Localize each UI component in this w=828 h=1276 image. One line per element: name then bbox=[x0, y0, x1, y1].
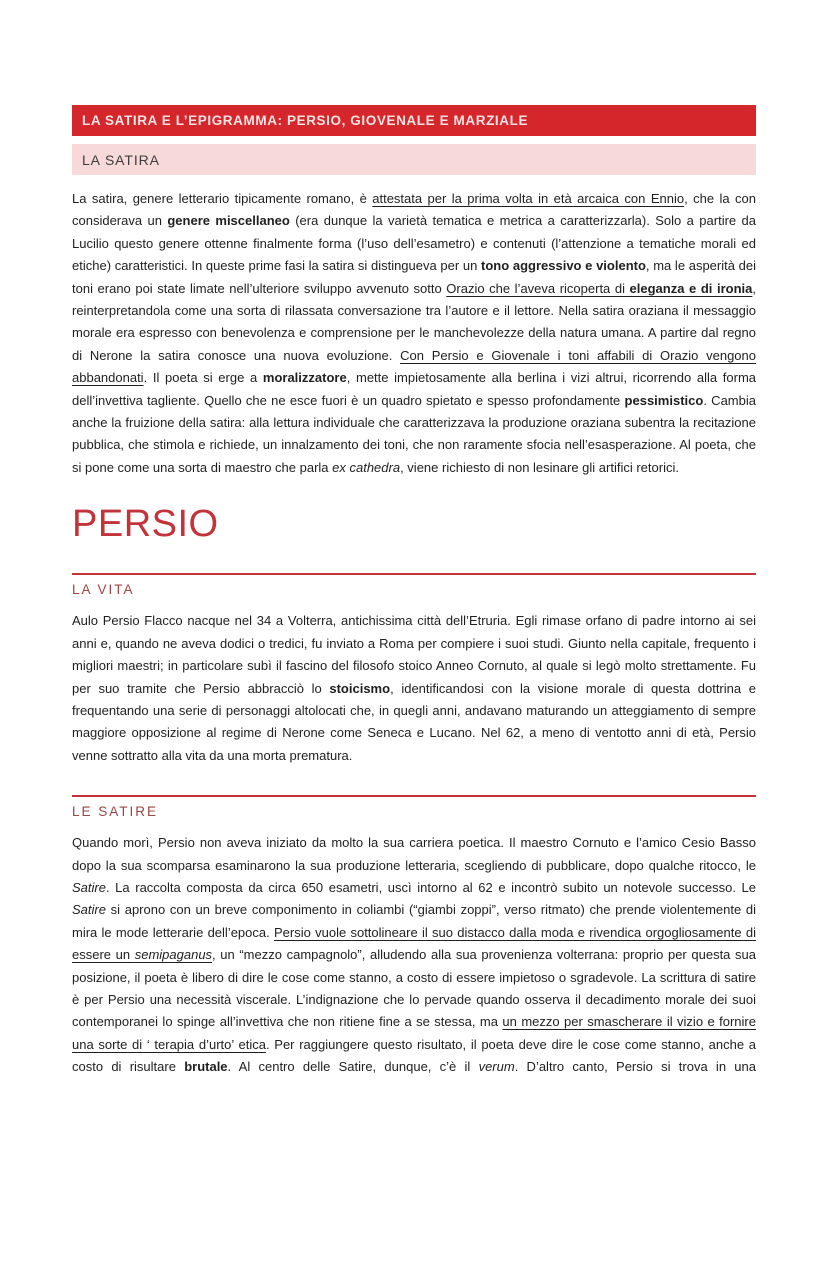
text-segment: tono aggressivo e violento bbox=[481, 258, 646, 274]
le-satire-paragraph bbox=[72, 832, 756, 1078]
section-le-satire bbox=[72, 795, 756, 1078]
text-segment: Con Persio e Giovenale i toni affabili di Orazio vengono abbandonati bbox=[72, 347, 756, 386]
text-segment: . Per raggiungere questo risultato, il poeta deve dire le cose come stanno, anche a costo di risultare bbox=[72, 1036, 757, 1075]
document-page bbox=[72, 105, 756, 1079]
le-satire-heading: LE SATIRE bbox=[72, 804, 159, 820]
text-segment: , identificandosi con la visione morale di questa dottrina e frequentando una serie di personaggi altolocati che, in quegli anni, andavano maturando un atteggiamento di sempre maggiore opposizione al regime di Nerone come Seneca e Lucano. Nel 62, a meno di ventotto anni di età, Persio venne sottratto alla vita da una morta prematura. bbox=[72, 680, 756, 763]
text-segment: Orazio che l’aveva ricoperta di bbox=[446, 280, 630, 296]
subtitle-banner bbox=[72, 144, 756, 175]
text-segment: Persio vuole sottolineare il suo distacco dalla moda e rivendica orgogliosamente di essere un bbox=[72, 924, 756, 963]
text-segment: moralizzatore bbox=[262, 370, 347, 386]
persio-heading: PERSIO bbox=[72, 503, 219, 546]
section-rule bbox=[72, 795, 756, 797]
text-segment: pessimistico bbox=[624, 392, 704, 408]
text-segment: verum bbox=[478, 1059, 515, 1075]
text-segment: , reinterpretandola come una sorta di rilassata conversazione tra l’autore e il lettore. Nella satira oraziana il messaggio morale era espresso con benevolenza e comprensione per le manchevolezze della natura umana. A partire dal regno di Nerone la satira conosce una nuova evoluzione. bbox=[72, 280, 756, 363]
text-segment: , un “mezzo campagnolo”, alludendo alla sua provenienza volterrana: proprio per questa sua posizione, il poeta è libero di dire le cose come stanno, a costo di essere impietoso o sgradevole. La scrittura di satire è per Persio una necessità viscerale. L’indignazione che lo pervade quando osserva il decadimento morale dei suoi contemporanei lo spinge all’invettiva che non ritiene fine a se stessa, ma bbox=[72, 947, 756, 1030]
text-segment: (era dunque la varietà tematica e metrica a caratterizzarla). Solo a partire da Lucilio questo genere ottenne finalmente forma (l’uso dell’esametro) e contenuti (l’attenzione a tematiche morali ed etiche) caratteristici. In queste prime fasi la satira si distingueva per un bbox=[72, 213, 757, 274]
text-segment: . La raccolta composta da circa 650 esametri, uscì intorno al 62 e incontrò subito un notevole successo. Le bbox=[105, 879, 756, 895]
text-segment: genere miscellaneo bbox=[167, 213, 290, 229]
text-segment: Quando morì, Persio non aveva iniziato da molto la sua carriera poetica. Il maestro Cornuto e l’amico Cesio Basso dopo la sua scomparsa esaminarono la sua produzione letteraria, scegliendo di pubblicare, dopo qualche ritocco, le bbox=[72, 835, 756, 873]
la-vita-paragraph bbox=[72, 610, 756, 767]
text-segment: eleganza e di ironia bbox=[629, 280, 753, 296]
text-segment: un mezzo per smascherare il vizio e fornire una sorte di ‘ terapia d’urto’ etica bbox=[72, 1014, 756, 1052]
section-rule bbox=[72, 573, 756, 575]
text-segment: Satire bbox=[72, 879, 106, 895]
la-vita-heading: LA VITA bbox=[72, 582, 135, 598]
text-segment: attestata per la prima volta in età arcaica con Ennio bbox=[372, 191, 685, 206]
page-title: LA SATIRA E L’EPIGRAMMA: PERSIO, GIOVENALE E MARZIALE bbox=[82, 113, 529, 128]
text-segment: , che la con considerava un bbox=[72, 191, 756, 229]
text-segment: Satire bbox=[72, 902, 106, 918]
title-banner bbox=[72, 105, 756, 136]
text-segment: . Cambia anche la fruizione della satira: alla lettura individuale che caratterizzava la produzione oraziana subentra la recitazione pubblica, che stimola e richiede, un innalzamento dei toni, che non raramente sfocia nell’esasperazione. Al poeta, che si pone come una sorta di maestro che parla bbox=[72, 392, 756, 475]
text-segment: semipaganus bbox=[134, 947, 213, 963]
text-segment: stoicismo bbox=[329, 680, 391, 696]
text-segment: ex cathedra bbox=[332, 459, 401, 475]
text-segment: . D’altro canto, Persio si trova in una bbox=[514, 1059, 756, 1075]
text-segment: . Il poeta si erge a bbox=[143, 370, 263, 386]
section-la-vita bbox=[72, 573, 756, 767]
text-segment: La satira, genere letterario tipicamente romano, è bbox=[72, 191, 373, 206]
text-segment: , mette impietosamente alla berlina i vizi altrui, ricorrendo alla forma dell’invettiva tagliente. Quello che ne esce fuori è un quadro spietato e spesso profondamente bbox=[72, 370, 757, 408]
text-segment: , ma le asperità dei toni erano poi state limate nell’ulteriore sviluppo avvenuto sotto bbox=[72, 258, 756, 296]
text-segment: Aulo Persio Flacco nacque nel 34 a Volterra, antichissima città dell’Etruria. Egli rimase orfano di padre intorno ai sei anni e, quando ne aveva dodici o tredici, fu inviato a Roma per compiere i suoi studi. Giunto nella capitale, frequento i migliori maestri; in particolare subì il fascino del filosofo stoico Anneo Cornuto, al quale si legò molto strettamente. Fu per suo tramite che Persio abbracciò lo bbox=[72, 613, 756, 696]
text-segment: si aprono con un breve componimento in coliambi (“giambi zoppi”, verso ritmato) che prende violentemente di mira le mode letterarie dell’epoca. bbox=[72, 902, 756, 940]
intro-paragraph bbox=[72, 188, 756, 479]
text-segment: , viene richiesto di non lesinare gli artifici retorici. bbox=[400, 459, 679, 475]
text-segment: . Al centro delle Satire, dunque, c’è il bbox=[227, 1059, 479, 1075]
text-segment: brutale bbox=[184, 1059, 228, 1075]
subsection-title: LA SATIRA bbox=[82, 151, 160, 168]
